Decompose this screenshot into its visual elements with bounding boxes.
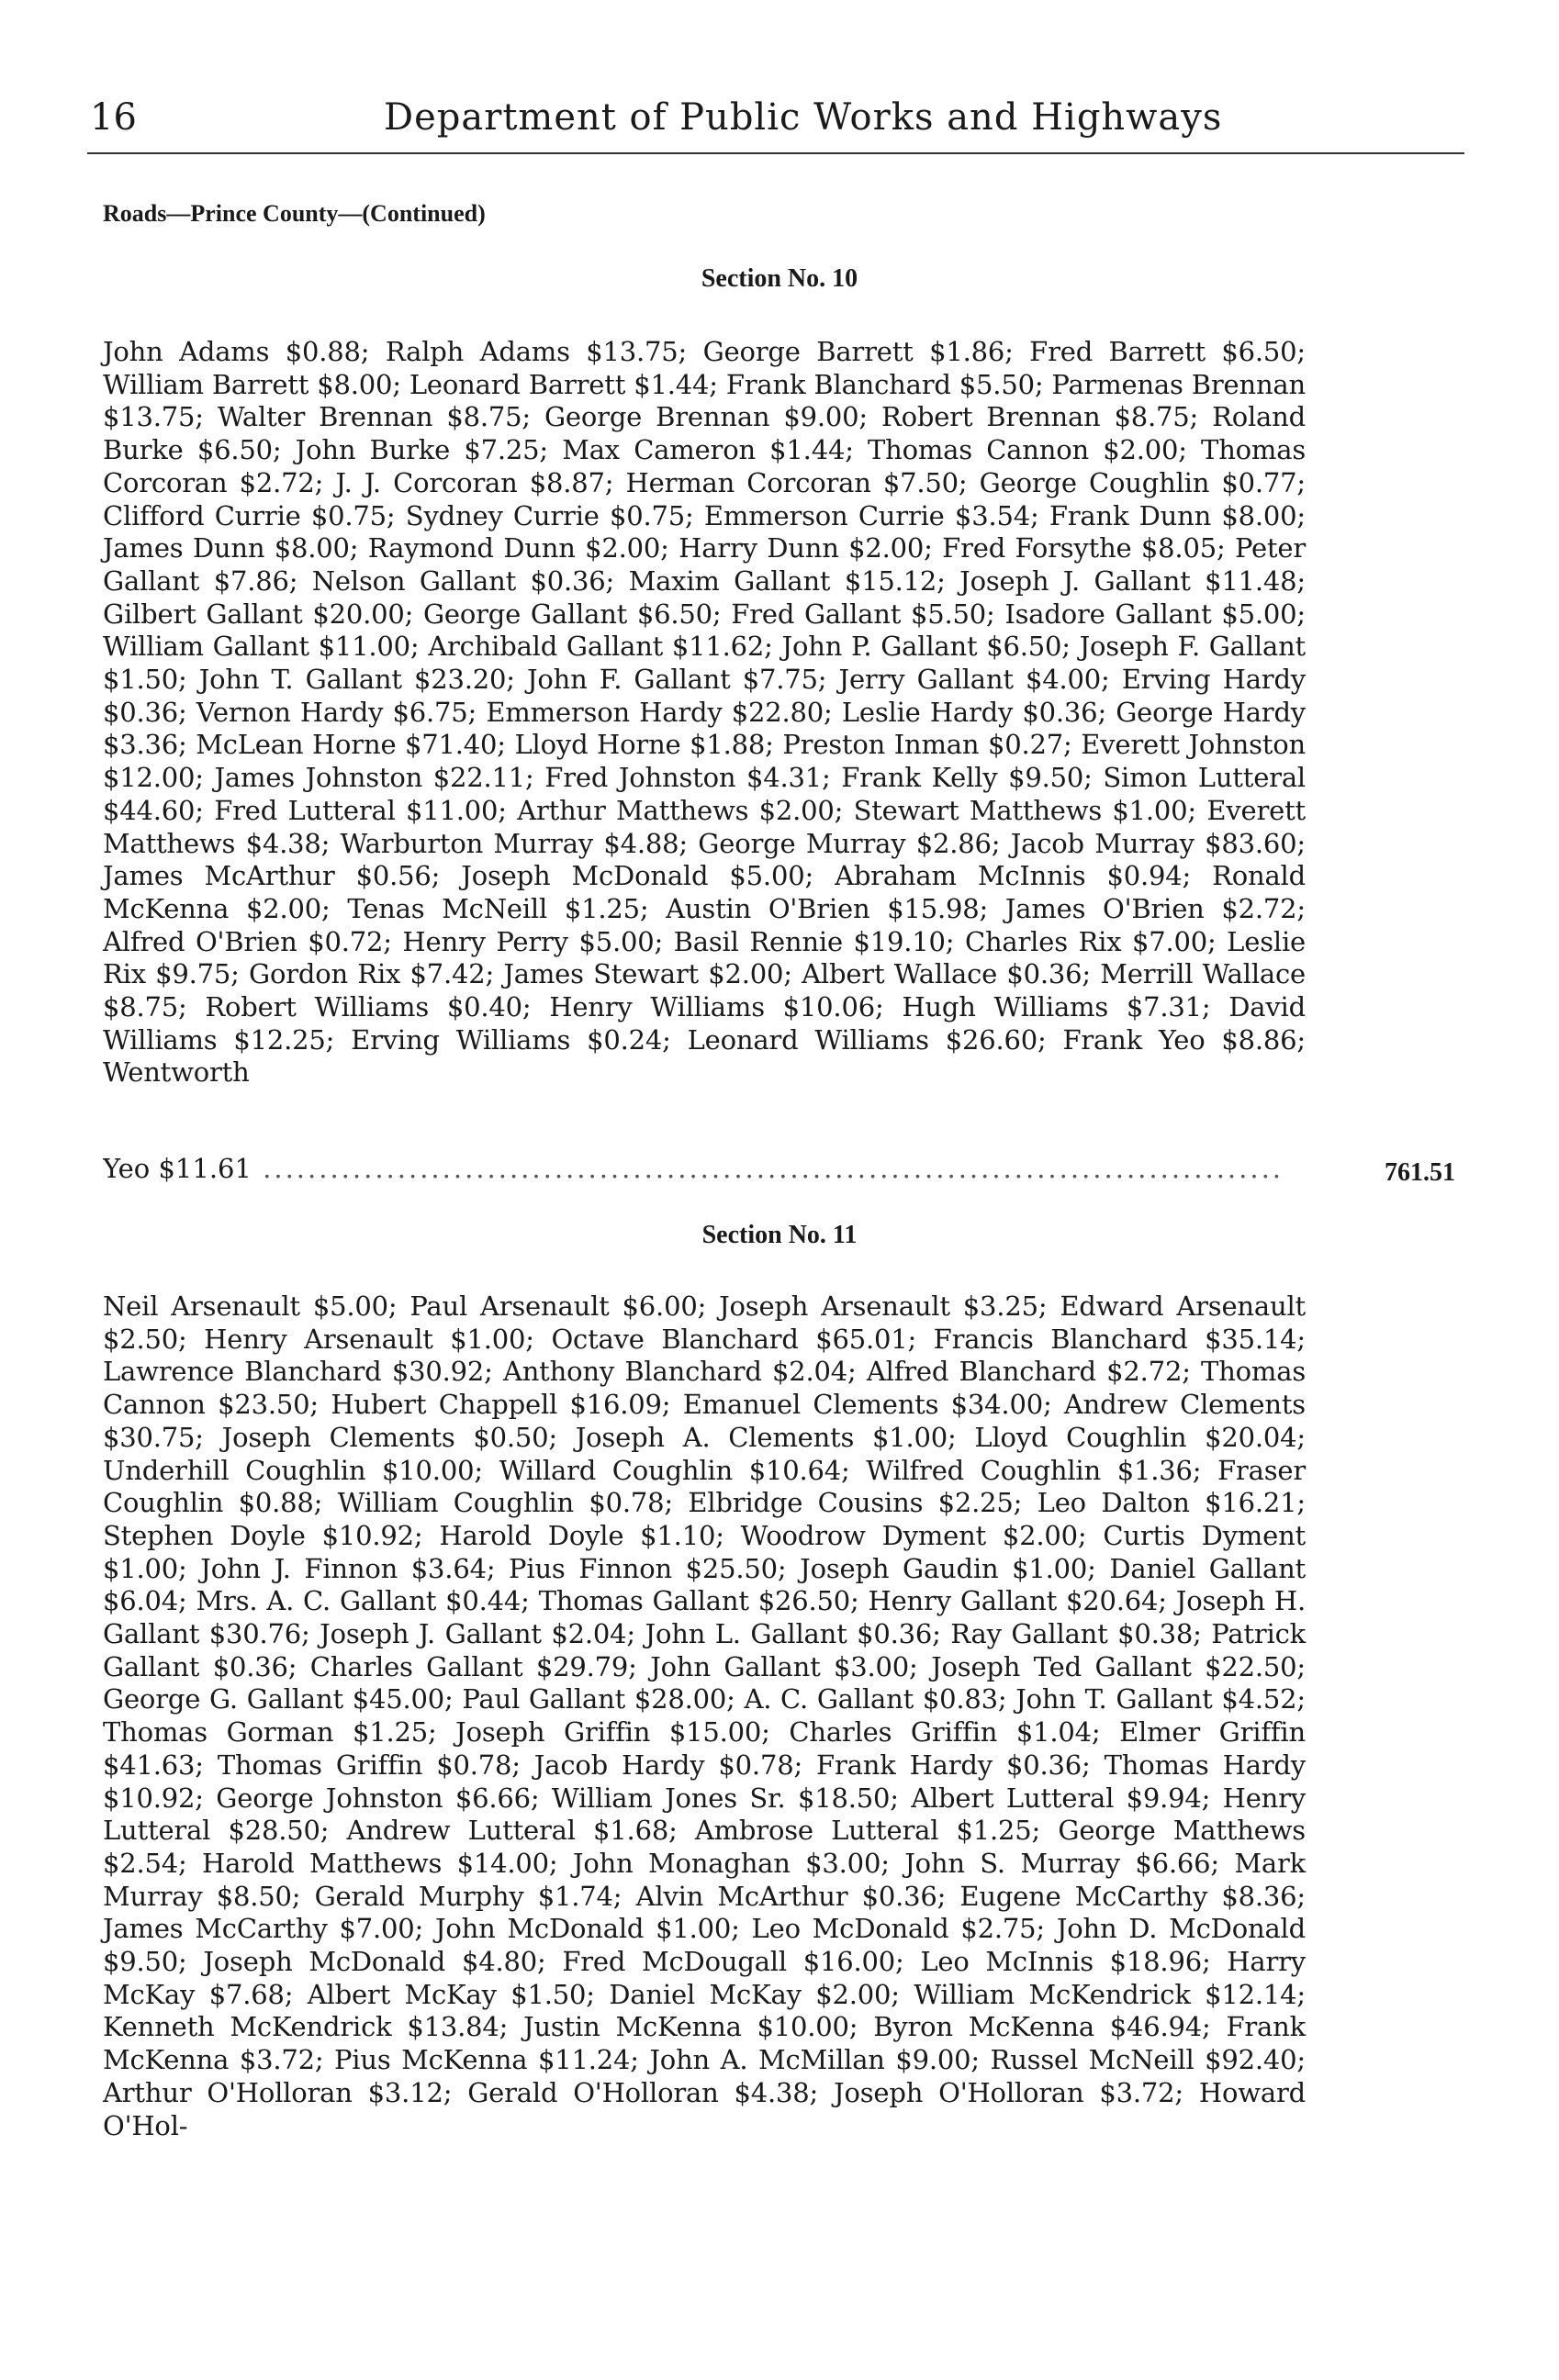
section-11-body: Neil Arsenault $5.00; Paul Arsenault $6.00; Joseph Arsenault $3.25; Edward Arsenault $2.50; Henry Arsenault $1.00; Octave Blanchard $65.01; Francis Blanchard $35.14; Lawrence Blanchard $30.92; Anthony Blanchard $2.04; Alfred Blanchard $2.72; Thomas Cannon $23.50; Hubert Chappell $16.09; Emanuel Clements $34.00; Andrew Clements $30.75; Joseph Clements $0.50; Joseph A. Clements $1.00; Lloyd Coughlin $20.04; Underhill Coughlin $10.00; Willard Coughlin $10.64; Wilfred Coughlin $1.36; Fraser Coughlin $0.88; William Coughlin $0.78; Elbridge Cousins $2.25; Leo Dalton $16.21; Stephen Doyle $10.92; Harold Doyle $1.10; Woodrow Dyment $2.00; Curtis Dyment $1.00; John J. Finnon $3.64; Pius Finnon $25.50; Joseph Gaudin $1.00; Daniel Gallant $6.04; Mrs. A. C. Gallant $0.44; Thomas Gallant $26.50; Henry Gallant $20.64; Joseph H. Gallant $30.76; Joseph J. Gallant $2.04; John L. Gallant $0.36; Ray Gallant $0.38; Patrick Gallant $0.36; Charles Gallant $29.79; John Gallant $3.00; Joseph Ted Gallant $22.50; George G. Gallant $45.00; Paul Gallant $28.00; A. C. Gallant $0.83; John T. Gallant $4.52; Thomas Gorman $1.25; Joseph Griffin $15.00; Charles Griffin $1.04; Elmer Griffin $41.63; Thomas Griffin $0.78; Jacob Hardy $0.78; Frank Hardy $0.36; Thomas Hardy $10.92; George Johnston $6.66; William Jones Sr. $18.50; Albert Lutteral $9.94; Henry Lutteral $28.50; Andrew Lutteral $1.68; Ambrose Lutteral $1.25; George Matthews $2.54; Harold Matthews $14.00; John Monaghan $3.00; John S. Murray $6.66; Mark Murray $8.50; Gerald Murphy $1.74; Alvin McArthur $0.36; Eugene McCarthy $8.36; James McCarthy $7.00; John McDonald $1.00; Leo McDonald $2.75; John D. McDonald $9.50; Joseph McDonald $4.80; Fred McDougall $16.00; Leo McInnis $18.96; Harry McKay $7.68; Albert McKay $1.50; Daniel McKay $2.00; William McKendrick $12.14; Kenneth McKendrick $13.84; Justin McKenna $10.00; Byron McKenna $46.94; Frank McKenna $3.72; Pius McKenna $11.24; John A. McMillan $9.00; Russel McNeill $92.40; Arthur O'Holloran $3.12; Gerald O'Holloran $4.38; Joseph O'Holloran $3.72; Howard O'Hol-: [103, 1291, 1306, 2141]
section-10-title: Section No. 10: [701, 264, 858, 293]
section-11-title: Section No. 11: [701, 1221, 858, 1249]
section-heading: Roads—Prince County—(Continued): [103, 200, 486, 227]
section-10-last-entry: Yeo $11.61: [103, 1153, 252, 1184]
section-10-body: John Adams $0.88; Ralph Adams $13.75; George Barrett $1.86; Fred Barrett $6.50; William Barrett $8.00; Leonard Barrett $1.44; Frank Blanchard $5.50; Parmenas Brennan $13.75; Walter Brennan $8.75; George Brennan $9.00; Robert Brennan $8.75; Roland Burke $6.50; John Burke $7.25; Max Cameron $1.44; Thomas Cannon $2.00; Thomas Corcoran $2.72; J. J. Corcoran $8.87; Herman Corcoran $7.50; George Coughlin $0.77; Clifford Currie $0.75; Sydney Currie $0.75; Emmerson Currie $3.54; Frank Dunn $8.00; James Dunn $8.00; Raymond Dunn $2.00; Harry Dunn $2.00; Fred Forsythe $8.05; Peter Gallant $7.86; Nelson Gallant $0.36; Maxim Gallant $15.12; Joseph J. Gallant $11.48; Gilbert Gallant $20.00; George Gallant $6.50; Fred Gallant $5.50; Isadore Gallant $5.00; William Gallant $11.00; Archibald Gallant $11.62; John P. Gallant $6.50; Joseph F. Gallant $1.50; John T. Gallant $23.20; John F. Gallant $7.75; Jerry Gallant $4.00; Erving Hardy $0.36; Vernon Hardy $6.75; Emmerson Hardy $22.80; Leslie Hardy $0.36; George Hardy $3.36; McLean Horne $71.40; Lloyd Horne $1.88; Preston Inman $0.27; Everett Johnston $12.00; James Johnston $22.11; Fred Johnston $4.31; Frank Kelly $9.50; Simon Lutteral $44.60; Fred Lutteral $11.00; Arthur Matthews $2.00; Stewart Matthews $1.00; Everett Matthews $4.38; Warburton Murray $4.88; George Murray $2.86; Jacob Murray $83.60; James McArthur $0.56; Joseph McDonald $5.00; Abraham McInnis $0.94; Ronald McKenna $2.00; Tenas McNeill $1.25; Austin O'Brien $15.98; James O'Brien $2.72; Alfred O'Brien $0.72; Henry Perry $5.00; Basil Rennie $19.10; Charles Rix $7.00; Leslie Rix $9.75; Gordon Rix $7.42; James Stewart $2.00; Albert Wallace $0.36; Merrill Wallace $8.75; Robert Williams $0.40; Henry Williams $10.06; Hugh Williams $7.31; David Williams $12.25; Erving Williams $0.24; Leonard Williams $26.60; Frank Yeo $8.86; Wentworth: [103, 336, 1306, 1089]
dot-leader: ...........................................................................................: [251, 1153, 1284, 1184]
header-rule: [87, 152, 1464, 154]
section-10-last-line: [103, 1153, 1296, 1186]
running-title: Department of Public Works and Highways: [384, 96, 1223, 139]
section-10-total: 761.51: [1385, 1158, 1455, 1187]
page-number: 16: [90, 96, 137, 139]
